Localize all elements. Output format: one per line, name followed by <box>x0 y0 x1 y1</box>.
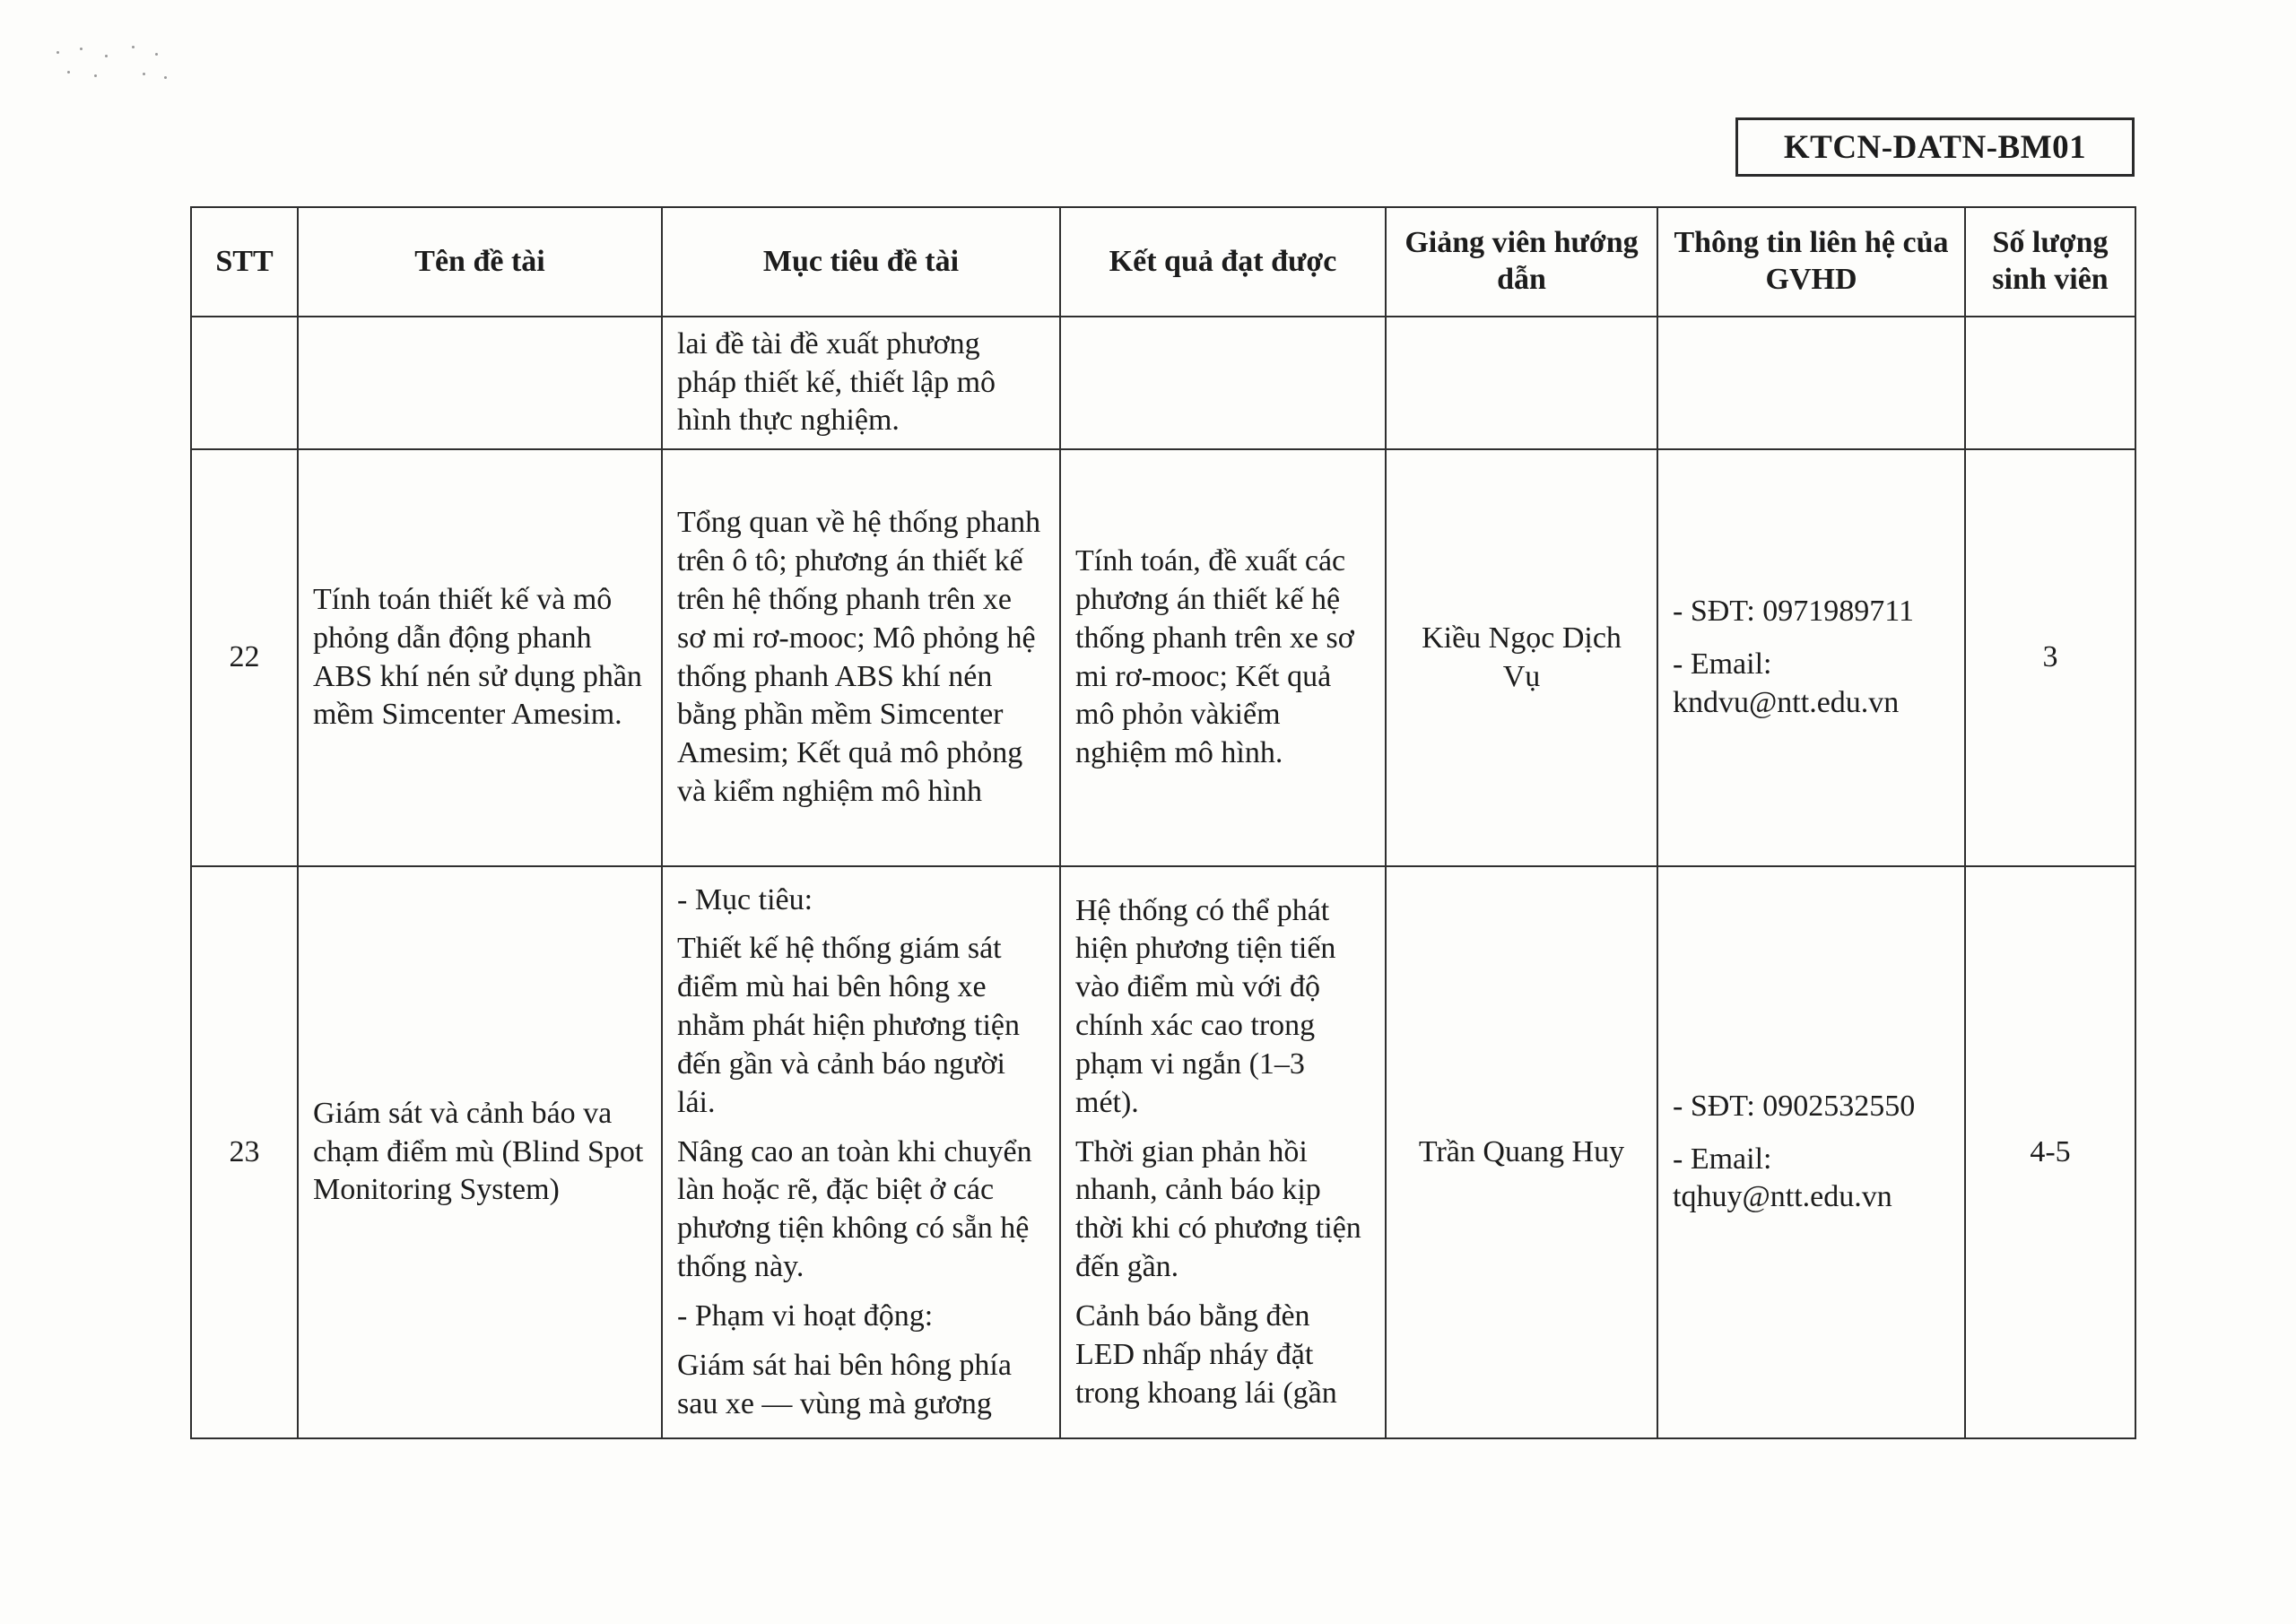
objective-heading: - Mục tiêu: <box>677 882 813 916</box>
contact-email: tqhuy@ntt.edu.vn <box>1673 1180 1892 1214</box>
supervisor-cell <box>1386 317 1657 449</box>
result-paragraph: Hệ thống có thể phát hiện phương tiện tiến vào điểm mù với độ chính xác cao trong phạm vi ngắn (1–3 mét). <box>1075 893 1336 1119</box>
result-cell <box>1060 449 1386 866</box>
objective-paragraph: Thiết kế hệ thống giám sát điểm mù hai bên hông xe nhằm phát hiện phương tiện đến gần và cảnh báo người lái. <box>677 932 1021 1119</box>
stt-cell <box>191 317 298 449</box>
topic-cell: Giám sát và cảnh báo va chạm điểm mù (Blind Spot Monitoring System) <box>298 866 662 1438</box>
objective-paragraph: Tổng quan về hệ thống phanh trên ô tô; phương án thiết kế trên hệ thống phanh trên xe sơ mi rơ-mooc; Mô phỏng hệ thống phanh ABS khí nén bằng phần mềm Simcenter Amesim; Kết quả mô phỏng và kiểm nghiệm mô hình <box>677 506 1041 808</box>
header-stt: STT <box>191 207 298 317</box>
students-cell <box>1965 317 2135 449</box>
objective-cell <box>662 866 1060 1438</box>
contact-phone: - SĐT: 0971989711 <box>1673 595 1915 629</box>
objective-cell <box>662 317 1060 449</box>
table-row <box>191 866 2135 1438</box>
table-row <box>191 449 2135 866</box>
result-paragraph: Cảnh báo bằng đèn LED nhấp nháy đặt trong khoang lái (gần <box>1075 1298 1337 1410</box>
header-supervisor: Giảng viên hướng dẫn <box>1386 207 1657 317</box>
header-objective: Mục tiêu đề tài <box>662 207 1060 317</box>
header-topic: Tên đề tài <box>298 207 662 317</box>
header-row <box>191 207 2135 317</box>
students-cell: 3 <box>1965 449 2135 866</box>
scan-noise <box>49 40 175 85</box>
contact-email-label: - Email: <box>1673 647 1772 682</box>
header-contact: Thông tin liên hệ của GVHD <box>1657 207 1965 317</box>
students-cell: 4-5 <box>1965 866 2135 1438</box>
contact-cell <box>1657 866 1965 1438</box>
table-row <box>191 317 2135 449</box>
result-paragraph: Thời gian phản hồi nhanh, cảnh báo kịp thời khi có phương tiện đến gần. <box>1075 1134 1361 1284</box>
contact-cell <box>1657 449 1965 866</box>
supervisor-cell: Trần Quang Huy <box>1386 866 1657 1438</box>
contact-email-label: - Email: <box>1673 1142 1772 1176</box>
objective-paragraph: lai đề tài đề xuất phương pháp thiết kế, thiết lập mô hình thực nghiệm. <box>677 326 996 438</box>
result-cell <box>1060 866 1386 1438</box>
objective-cell <box>662 449 1060 866</box>
topic-cell <box>298 317 662 449</box>
contact-email: kndvu@ntt.edu.vn <box>1673 685 1900 719</box>
contact-cell <box>1657 317 1965 449</box>
contact-phone: - SĐT: 0902532550 <box>1673 1089 1916 1123</box>
objective-paragraph: Nâng cao an toàn khi chuyển làn hoặc rẽ, đặc biệt ở các phương tiện không có sẵn hệ thống này. <box>677 1134 1032 1284</box>
thesis-topics-table <box>190 206 2136 1439</box>
stt-cell: 23 <box>191 866 298 1438</box>
result-paragraph: Tính toán, đề xuất các phương án thiết kế hệ thống phanh trên xe sơ mi rơ-mooc; Kết quả mô phỏn vàkiểm nghiệm mô hình. <box>1075 544 1354 770</box>
stt-cell: 22 <box>191 449 298 866</box>
header-result: Kết quả đạt được <box>1060 207 1386 317</box>
supervisor-cell: Kiều Ngọc Dịch Vụ <box>1386 449 1657 866</box>
scope-paragraph: Giám sát hai bên hông phía sau xe — vùng mà gương <box>677 1348 1012 1420</box>
header-students: Số lượng sinh viên <box>1965 207 2135 317</box>
scope-heading: - Phạm vi hoạt động: <box>677 1298 934 1333</box>
form-code: KTCN-DATN-BM01 <box>1735 117 2135 177</box>
result-cell <box>1060 317 1386 449</box>
topic-cell: Tính toán thiết kế và mô phỏng dẫn động phanh ABS khí nén sử dụng phần mềm Simcenter Amesim. <box>298 449 662 866</box>
